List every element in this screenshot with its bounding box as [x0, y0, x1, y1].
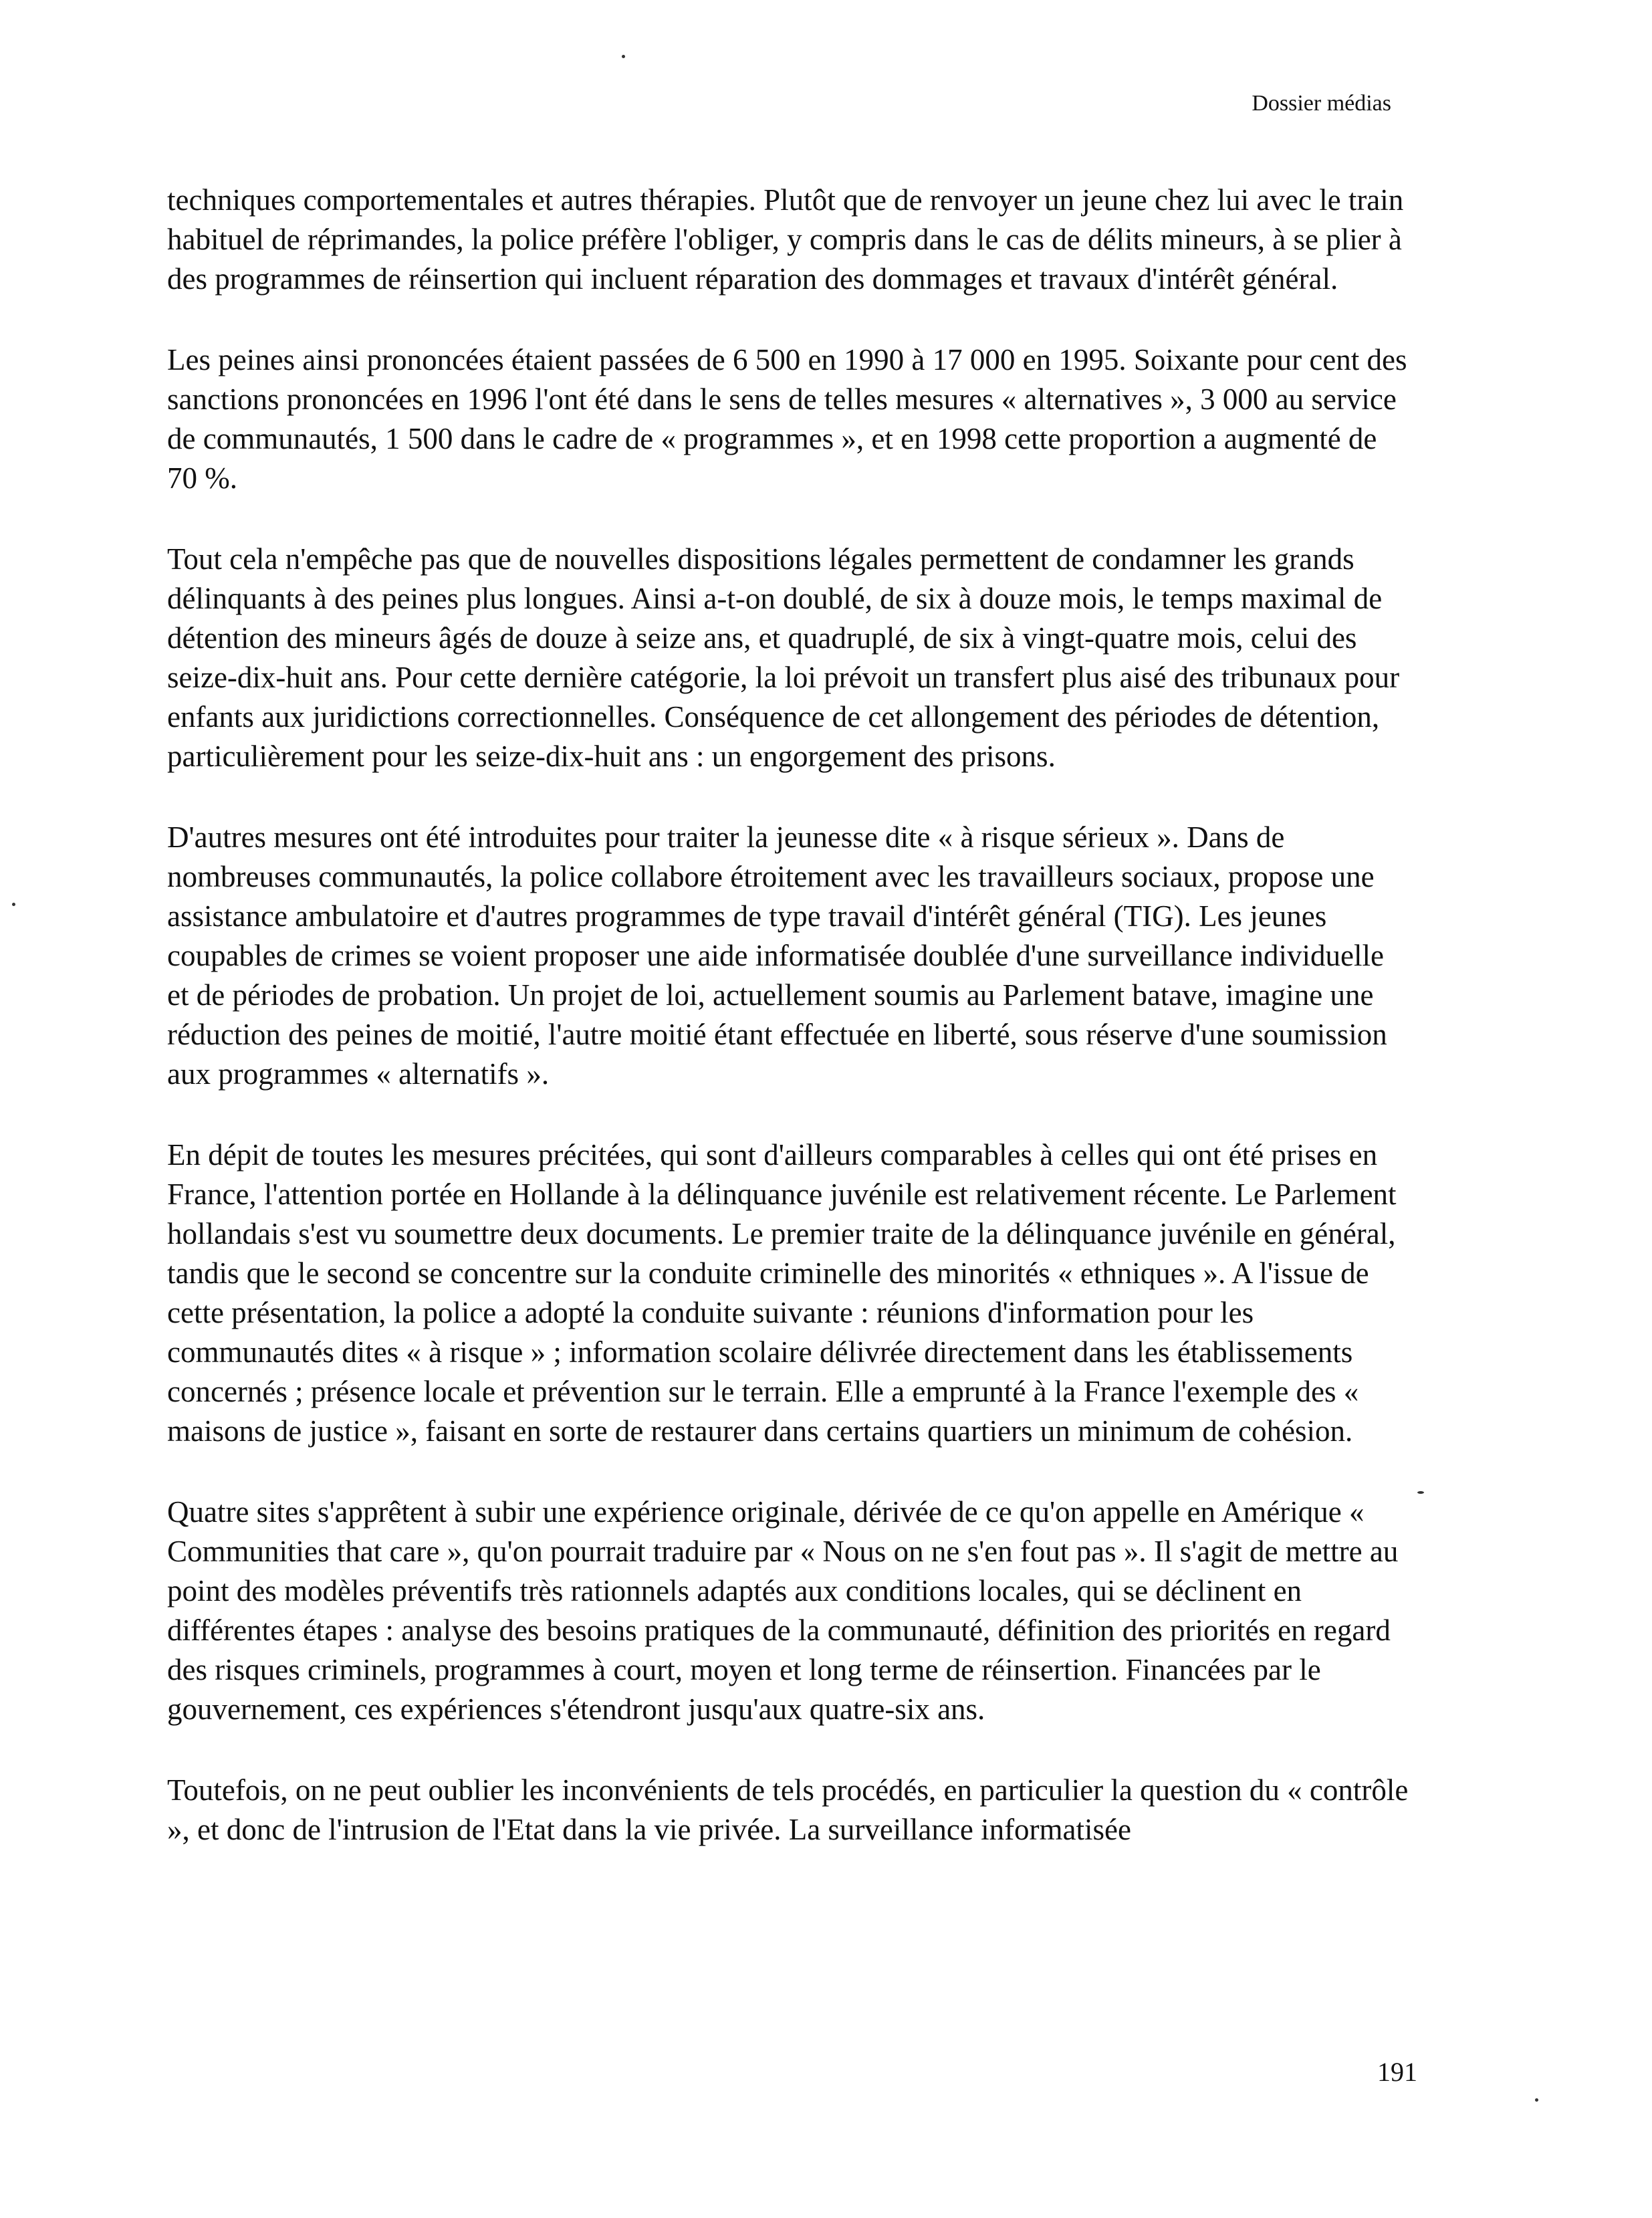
paragraph-7: Toutefois, on ne peut oublier les inconvénients de tels procédés, en particulier la question du « contrôle », et donc de l'intrusion de l'Etat dans la vie privée. La surveillance informatisée — [167, 1773, 1409, 1846]
paragraph-1: techniques comportementales et autres thérapies. Plutôt que de renvoyer un jeune chez lui avec le train habituel de réprimandes, la police préfère l'obliger, y compris dans le cas de délits mineurs, à se plier à des programmes de réinsertion qui incluent réparation des dommages et travaux d'intérêt général. — [167, 183, 1404, 296]
scan-speck — [12, 903, 15, 906]
paragraph-2: Les peines ainsi prononcées étaient passées de 6 500 en 1990 à 17 000 en 1995. Soixante pour cent des sanctions prononcées en 1996 l'ont été dans le sens de telles mesures « alternatives », 3 000 au service de communautés, 1 500 dans le cadre de « programmes », et en 1998 cette proportion a augmenté de 70 %. — [167, 343, 1407, 495]
paragraph-4: D'autres mesures ont été introduites pour traiter la jeunesse dite « à risque sérieux ». Dans de nombreuses communautés, la police collabore étroitement avec les travailleurs sociaux, propose une assistance ambulatoire et d'autres programmes de type travail d'intérêt général (TIG). Les jeunes coupables de crimes se voient proposer une aide informatisée doublée d'une surveillance individuelle et de périodes de probation. Un projet de loi, actuellement soumis au Parlement batave, imagine une réduction des peines de moitié, l'autre moitié étant effectuée en liberté, sous réserve d'une soumission aux programmes « alternatifs ». — [167, 820, 1387, 1091]
page-number: 191 — [1377, 2057, 1417, 2087]
scan-speck — [1535, 2098, 1538, 2102]
paragraph-5: En dépit de toutes les mesures précitées, qui sont d'ailleurs comparables à celles qui ont été prises en France, l'attention portée en Hollande à la délinquance juvénile est relativement récente. Le Parlement hollandais s'est vu soumettre deux documents. Le premier traite de la délinquance juvénile en général, tandis que le second se concentre sur la conduite criminelle des minorités « ethniques ». A l'issue de cette présentation, la police a adopté la conduite suivante : réunions d'information pour les communautés dites « à risque » ; information scolaire délivrée directement dans les établissements concernés ; présence locale et prévention sur le terrain. Elle a emprunté à la France l'exemple des « maisons de justice », faisant en sorte de restaurer dans certains quartiers un minimum de cohésion. — [167, 1138, 1397, 1448]
scan-speck — [1417, 1491, 1424, 1494]
body-text — [167, 181, 1411, 1891]
running-header: Dossier médias — [1252, 91, 1391, 116]
paragraph-6: Quatre sites s'apprêtent à subir une expérience originale, dérivée de ce qu'on appelle en Amérique « Communities that care », qu'on pourrait traduire par « Nous on ne s'en fout pas ». Il s'agit de mettre au point des modèles préventifs très rationnels adaptés aux conditions locales, qui se déclinent en différentes étapes : analyse des besoins pratiques de la communauté, définition des priorités en regard des risques criminels, programmes à court, moyen et long terme de réinsertion. Financées par le gouvernement, ces expériences s'étendront jusqu'aux quatre-six ans. — [167, 1495, 1399, 1726]
paragraph-3: Tout cela n'empêche pas que de nouvelles dispositions légales permettent de condamner les grands délinquants à des peines plus longues. Ainsi a-t-on doublé, de six à douze mois, le temps maximal de détention des mineurs âgés de douze à seize ans, et quadruplé, de six à vingt-quatre mois, celui des seize-dix-huit ans. Pour cette dernière catégorie, la loi prévoit un transfert plus aisé des tribunaux pour enfants aux juridictions correctionnelles. Conséquence de cet allongement des périodes de détention, particulièrement pour les seize-dix-huit ans : un engorgement des prisons. — [167, 542, 1400, 773]
scan-speck — [622, 55, 625, 58]
